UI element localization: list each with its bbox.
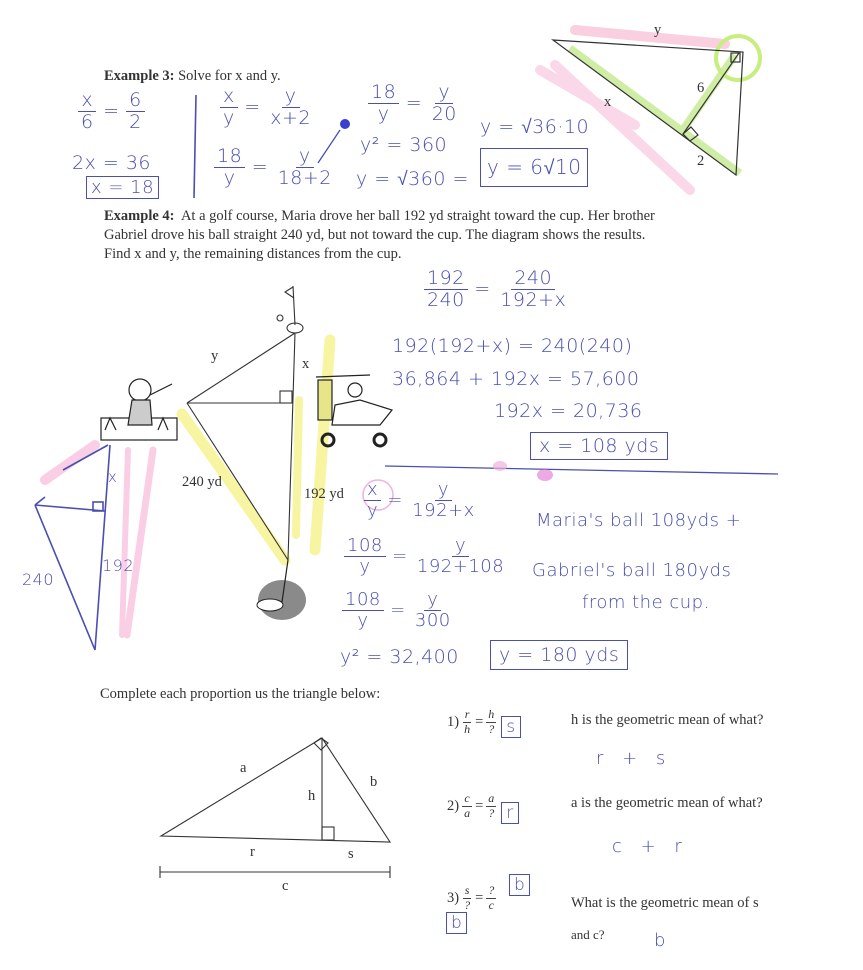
frac-num: y [435,480,452,501]
answer-box-numerator[interactable]: b [509,874,530,896]
frac-num: y [296,146,314,168]
frac-den: x+2 [270,106,312,129]
frac-den: 300 [414,609,451,631]
ex4-y-eq2: $\frac{108}{y}$ = $\frac{y}{192+108}$ [344,536,507,577]
triangle-label-s: s [348,846,354,862]
answer-3: b [654,930,666,951]
ink-blot [340,119,350,129]
example4-problem [104,207,804,264]
example4-text-line2: Gabriel drove his ball straight 240 yd, but not toward the cup. The diagram shows the results. [104,227,646,243]
example4-text-line3: Find x and y, the remaining distances from the cup. [104,246,402,262]
frac-num: 192 [424,268,468,290]
ex4-y-eq1: $\frac{x}{y}$ = $\frac{y}{192+x}$ [364,480,478,521]
example3-label: Example 3: [104,68,175,84]
sketch-label-x: x [108,468,118,486]
ex4-diagram-label-192: 192 yd [304,486,344,502]
answer-1: r + s [596,748,666,769]
sketch-label-192: 192 [102,556,135,575]
frac-num: c [464,790,470,805]
ex4-x-line3: 36,864 + 192x = 57,600 [392,368,640,390]
ex3-col3-line3: y = √360 = [356,168,469,190]
frac-den: y [223,106,235,129]
frac-den: ? [488,805,495,820]
frac-num: 108 [344,536,386,557]
work-divider [194,95,196,198]
answer-2: c + r [612,836,683,857]
frac-den: 6 [81,110,94,133]
frac-num: y [424,590,441,611]
ex3-col3-side: y = √36·10 [480,116,590,138]
frac-num: s [464,883,470,897]
frac-den: 20 [431,102,457,125]
ex3-x-answer: x = 18 [86,176,159,199]
answer-box-denominator[interactable]: b [446,912,467,934]
item-number: 1) [447,713,460,730]
ex4-y-answer: y = 180 yds [490,640,628,670]
ex3-y-answer: y = 6√10 [480,148,588,187]
question-3-line2: and c? [571,927,605,942]
ex4-x-eq1: $\frac{192}{240}$ = $\frac{240}{192+x}$ [424,268,569,311]
frac-den: a [464,805,471,820]
golf-diagram [187,286,303,560]
golf-cart-illustration [316,375,392,446]
frac-num: y [435,82,453,104]
frac-den: 2 [129,110,142,133]
frac-num: r [464,706,470,721]
proportions-instruction: Complete each proportion us the triangle below: [100,686,381,702]
ex3-diagram-label-2: 2 [697,153,705,169]
highlight-circle [716,36,760,80]
frac-den: ? [464,897,471,912]
frac-num: 108 [342,590,384,611]
frac-den: 18+2 [277,166,332,189]
frac-den: y [377,102,390,125]
ex3-col1-line2: 2x = 36 [72,152,152,174]
answer-box[interactable]: r [501,802,519,824]
triangle-label-b: b [370,774,378,790]
triangle-label-a: a [240,760,247,776]
question-1: h is the geometric mean of what? [571,712,764,728]
frac-num: y [452,536,469,557]
frac-num: ? [488,883,495,897]
item-number: 2) [447,797,460,814]
example4-label: Example 4: [104,208,175,224]
frac-num: x [78,90,96,112]
ex3-col1-eq1: $\frac{x}{6}$ = $\frac{6}{2}$ [78,90,145,133]
frac-den: 240 [427,288,465,311]
ex3-diagram-label-x: x [604,94,612,110]
sketch-label-240: 240 [22,570,55,589]
frac-num: x [220,86,238,108]
example4-text-line1: At a golf course, Maria drove her ball 192 yd straight toward the cup. Her brother [180,208,655,224]
frac-num: 18 [368,82,399,104]
ex4-y-eq3: $\frac{108}{y}$ = $\frac{y}{300}$ [342,590,454,631]
ex3-col3-line2: y² = 360 [360,134,448,156]
question-3-line1: What is the geometric mean of s [571,895,759,911]
ex3-col2-eq2: $\frac{18}{y}$ = $\frac{y}{18+2}$ [214,146,335,189]
frac-num: h [488,706,495,721]
triangle-label-c: c [282,878,289,894]
answer-box[interactable]: s [501,716,520,738]
frac-den: 192+x [412,499,475,521]
ex4-diagram-label-240: 240 yd [182,474,222,490]
triangle-label-h: h [308,788,316,804]
frac-den: ? [488,721,495,736]
ex4-diagram-label-x: x [302,356,310,372]
triangle-label-r: r [250,844,255,860]
frac-num: x [364,480,381,501]
frac-den: y [223,166,236,189]
ex3-diagram-label-6: 6 [697,80,705,96]
frac-num: 6 [126,90,145,112]
ex3-col3-eq1: $\frac{18}{y}$ = $\frac{y}{20}$ [368,82,460,125]
conclusion-line2: Gabriel's ball 180yds [532,560,732,581]
conclusion-line3: from the cup. [582,592,710,613]
frac-den: y [359,555,371,577]
question-2: a is the geometric mean of what? [571,795,763,811]
frac-num: 240 [511,268,555,290]
ex3-col2-eq1: $\frac{x}{y}$ = $\frac{y}{x+2}$ [220,86,314,129]
example3-heading [104,68,281,85]
tee-area-illustration [257,560,306,620]
proportion-item-3: 3) $\frac{s}{?}$ = $\frac{?}{c}$ [447,883,495,912]
frac-den: 192+108 [416,555,505,577]
frac-den: h [464,721,471,736]
item-number: 3) [447,889,460,906]
frac-den: y [357,609,369,631]
conclusion-line1: Maria's ball 108yds + [536,510,742,531]
golfer-illustration [101,379,177,440]
ex4-x-line2: 192(192+x) = 240(240) [392,335,633,357]
proportion-item-2: 2) $\frac{c}{a}$ = $\frac{a}{?}$ r [447,788,519,824]
ex3-diagram-label-y: y [654,22,662,38]
frac-den: 192+x [500,288,567,311]
proportion-triangle [160,738,390,878]
frac-num: y [282,86,300,108]
ex4-diagram-label-y: y [211,348,219,364]
ex4-y-line4: y² = 32,400 [340,646,459,668]
frac-num: 18 [214,146,245,168]
frac-den: c [488,897,494,912]
example3-prompt: Solve for x and y. [178,68,281,84]
ex4-x-answer: x = 108 yds [530,432,668,460]
ex4-x-line4: 192x = 20,736 [494,400,643,422]
frac-num: a [488,790,495,805]
frac-den: y [367,499,379,521]
proportion-item-1: 1) $\frac{r}{h}$ = $\frac{h}{?}$ s [447,706,521,738]
work-separator [385,466,778,474]
